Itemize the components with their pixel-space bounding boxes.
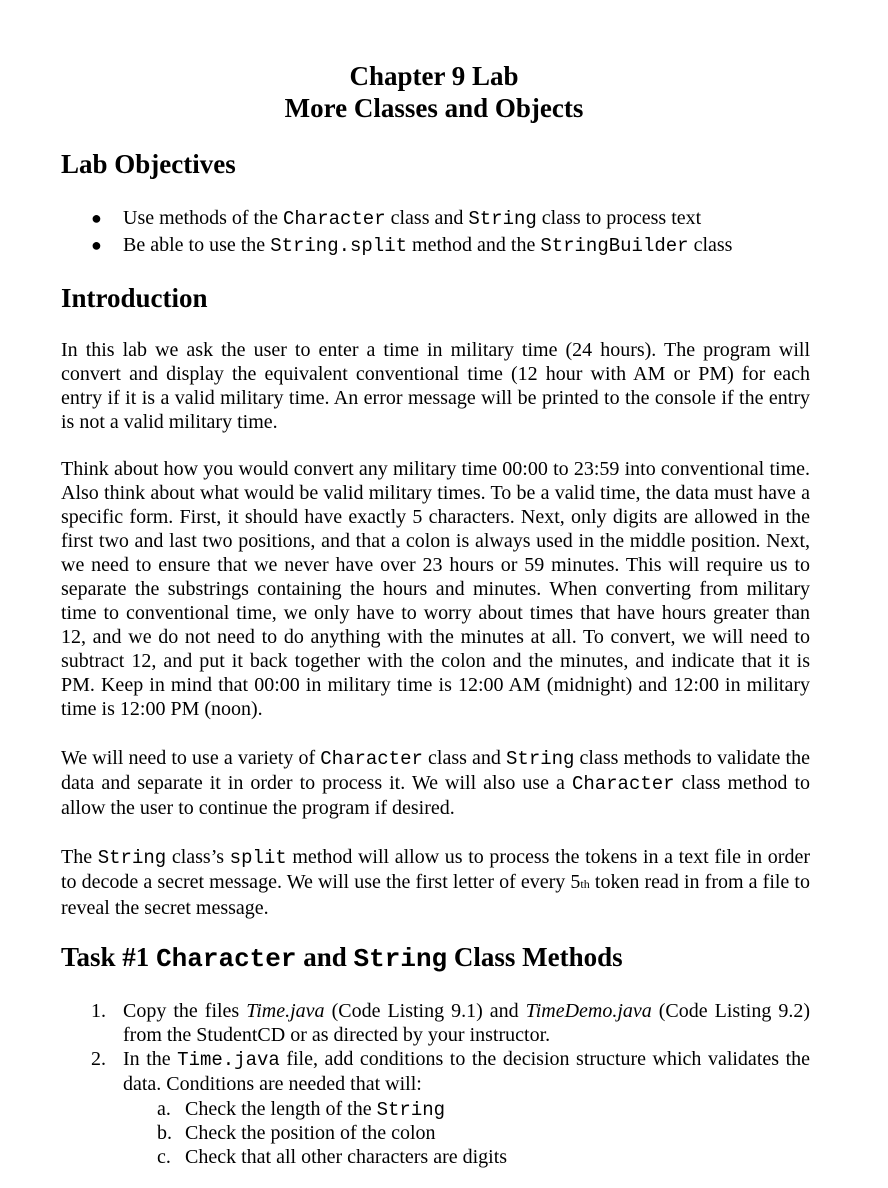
intro-paragraph-4: The String class’s split method will allow us to process the tokens in a text file in order to decode a secret message. We will use the first letter of every 5th token read in from a file to reveal the secret message. (61, 846, 811, 919)
chapter-subtitle: More Classes and Objects (284, 93, 584, 123)
document-page: Chapter 9 Lab More Classes and Objects Lab Objectives ● Use methods of the Character class and String class to process text ● Be able to use the String.split method and the StringBuilder class Introduction In this lab we ask the user to enter a time in military time (24 hours). The program will convert and display the equivalent conventional time (12 hour with AM or PM) for each entry if it is a valid military time. An error message will be printed to the console if the entry is not a valid military time. Think about how you would convert any military time 00:00 to 23:59 into conventional time. Also think about what would be valid military times. To be a valid time, the data must have a specific form. First, it should have exactly 5 characters. Next, only digits are allowed in the first two and last two positions, and that a colon is always used in the middle position. Next, we need to ensure that we never have over 23 hours or 59 minutes. This will require us to separate the substrings containing the hours and minutes. When converting from military time to conventional time, we only have to worry about times that have hours greater than 12, and we do not need to do anything with the minutes at all. To convert, we will need to subtract 12, and put it back together with the colon and the minutes, and indicate that it is PM. Keep in mind that 00:00 in military time is 12:00 AM (midnight) and 12:00 in military time is 12:00 PM (noon). We will need to use a variety of Character class and String class methods to validate the data and separate it in order to process it. We will also use a Character class method to allow the user to continue the program if desired. The String class’s split method will allow us to process the tokens in a text file in order to decode a secret message. We will use the first letter of every 5th token read in from a file to reveal the secret message. Task #1 Character and String Class Methods 1. Copy the files Time.java (Code Listing 9.1) and TimeDemo.java (Code Listing 9.2) from the StudentCD or as directed by your instructor. 2. In the Time.java file, add conditions to the decision structure which validates the data. Conditions are needed that will: a. Check the length of the String b. Check the position of the colon c. Check that all other characters are digits (0, 0, 888, 1188)
introduction-heading: Introduction (61, 283, 208, 313)
task1-step-2: 2. In the Time.java file, add conditions to the decision structure which validates the data. Conditions are needed that will: (91, 1048, 810, 1095)
intro-paragraph-1: In this lab we ask the user to enter a time in military time (24 hours). The program will convert and display the equivalent conventional time (12 hour with AM or PM) for each entry if it is a valid military time. An error message will be printed to the console if the entry is not a valid military time. (61, 339, 810, 433)
bullet-icon: ● (91, 208, 102, 228)
intro-paragraph-3: We will need to use a variety of Character class and String class methods to validate the data and separate it in order to process it. We will also use a Character class method to allow the user to continue the program if desired. (61, 747, 810, 819)
lab-objectives-heading: Lab Objectives (61, 149, 236, 179)
chapter-title: Chapter 9 Lab (349, 61, 519, 91)
intro-paragraph-2: Think about how you would convert any military time 00:00 to 23:59 into conventional time. Also think about what would be valid military times. To be a valid time, the data must have a specific form. First, it should have exactly 5 characters. Next, only digits are allowed in the first two and last two positions, and that a colon is always used in the middle position. Next, we need to ensure that we never have over 23 hours or 59 minutes. This will require us to separate the substrings containing the hours and minutes. When converting from military time to conventional time, we only have to worry about times that have hours greater than 12, and we do not need to do anything with the minutes at all. To convert, we will need to subtract 12, and put it back together with the colon and the minutes, and indicate that it is PM. Keep in mind that 00:00 in military time is 12:00 AM (midnight) and 12:00 in military time is 12:00 PM (noon). (61, 458, 810, 720)
task1-step-1: 1. Copy the files Time.java (Code Listing 9.1) and TimeDemo.java (Code Listing 9.2) from the StudentCD or as directed by your instructor. (91, 1000, 810, 1046)
bullet-icon: ● (91, 235, 102, 255)
task1-heading: Task #1 Character and String Class Methods (61, 942, 623, 974)
